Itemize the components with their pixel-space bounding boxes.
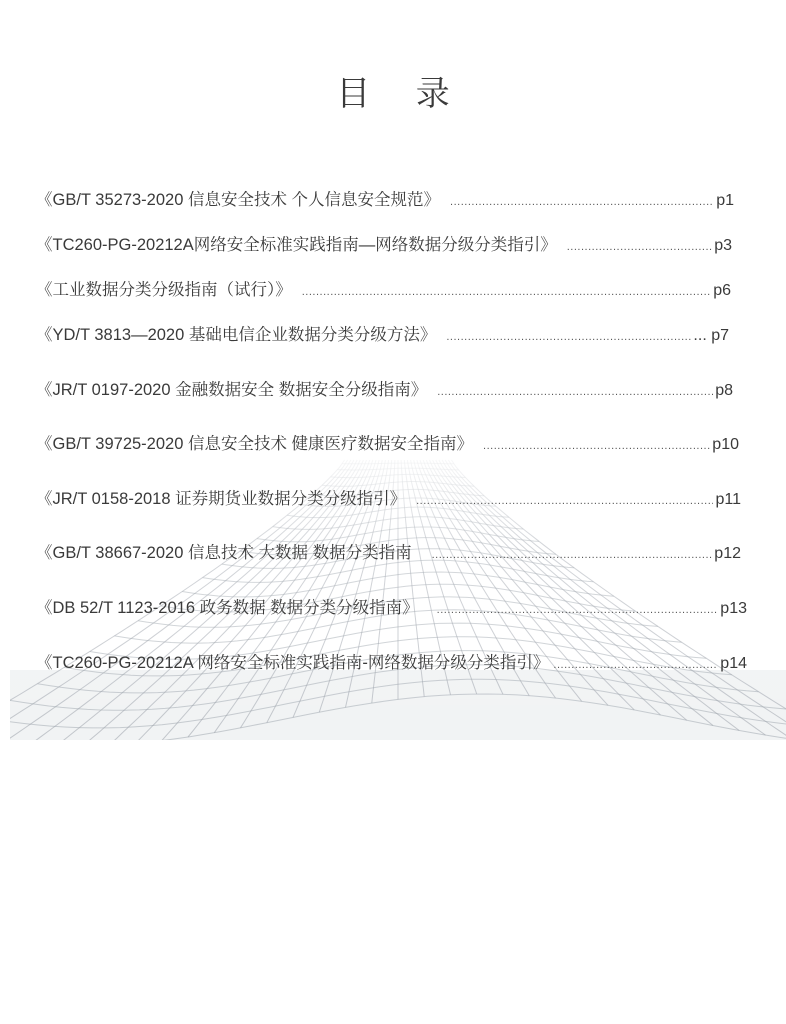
toc-entry[interactable] bbox=[36, 651, 747, 675]
toc-entry-title: 《YD/T 3813—2020 基础电信企业数据分类分级方法》 bbox=[36, 326, 437, 344]
toc-entry[interactable] bbox=[36, 378, 733, 402]
toc-leader-dots bbox=[567, 235, 712, 259]
toc-page-number: p14 bbox=[720, 655, 747, 672]
toc-page-number: p6 bbox=[713, 282, 731, 299]
toc-leader-dots bbox=[437, 380, 713, 404]
toc-entry[interactable] bbox=[36, 233, 732, 257]
toc-entry-title: 《DB 52/T 1123-2016 政务数据 数据分类分级指南》 bbox=[36, 599, 419, 617]
toc-leader-dots bbox=[450, 190, 714, 214]
toc-page-number: p3 bbox=[714, 237, 732, 254]
toc-leader-dots bbox=[446, 325, 691, 349]
toc-entry[interactable] bbox=[36, 596, 747, 620]
toc-page-number: p8 bbox=[715, 382, 733, 399]
toc-entry[interactable] bbox=[36, 541, 741, 565]
toc-entry[interactable] bbox=[36, 188, 734, 212]
toc-leader-dots bbox=[483, 434, 710, 458]
toc-leader-dots bbox=[437, 598, 719, 622]
toc-page-number: p10 bbox=[712, 436, 739, 453]
toc-entry-title: 《GB/T 38667-2020 信息技术 大数据 数据分类指南 bbox=[36, 544, 412, 562]
toc-leader-dots bbox=[432, 543, 713, 567]
toc-entry[interactable] bbox=[36, 487, 741, 511]
toc-leader-dots bbox=[302, 280, 711, 304]
toc-entry-title: 《JR/T 0197-2020 金融数据安全 数据安全分级指南》 bbox=[36, 381, 428, 399]
toc-entry-title: 《TC260-PG-20212A网络安全标准实践指南—网络数据分级分类指引》 bbox=[36, 236, 557, 254]
toc-page-number: p12 bbox=[714, 545, 741, 562]
toc-leader-dots bbox=[553, 653, 718, 677]
wave-grid-background bbox=[10, 440, 786, 740]
toc-entry-title: 《JR/T 0158-2018 证券期货业数据分类分级指引》 bbox=[36, 490, 407, 508]
toc-entry-title: 《TC260-PG-20212A 网络安全标准实践指南-网络数据分级分类指引》 bbox=[36, 654, 550, 672]
toc-entry-title: 《GB/T 39725-2020 信息安全技术 健康医疗数据安全指南》 bbox=[36, 435, 474, 453]
toc-page-number: ... p7 bbox=[693, 327, 729, 344]
toc-page-number: p11 bbox=[715, 491, 741, 508]
toc-entry-title: 《GB/T 35273-2020 信息安全技术 个人信息安全规范》 bbox=[36, 191, 441, 209]
toc-entry-title: 《工业数据分类分级指南（试行）》 bbox=[36, 281, 292, 299]
toc-entry[interactable] bbox=[36, 432, 739, 456]
toc-entry[interactable] bbox=[36, 323, 729, 347]
toc-entry[interactable] bbox=[36, 278, 731, 302]
page-title: 目 录 bbox=[336, 75, 468, 113]
toc-leader-dots bbox=[416, 489, 713, 513]
toc-page-number: p13 bbox=[720, 600, 747, 617]
toc-page-number: p1 bbox=[716, 192, 734, 209]
